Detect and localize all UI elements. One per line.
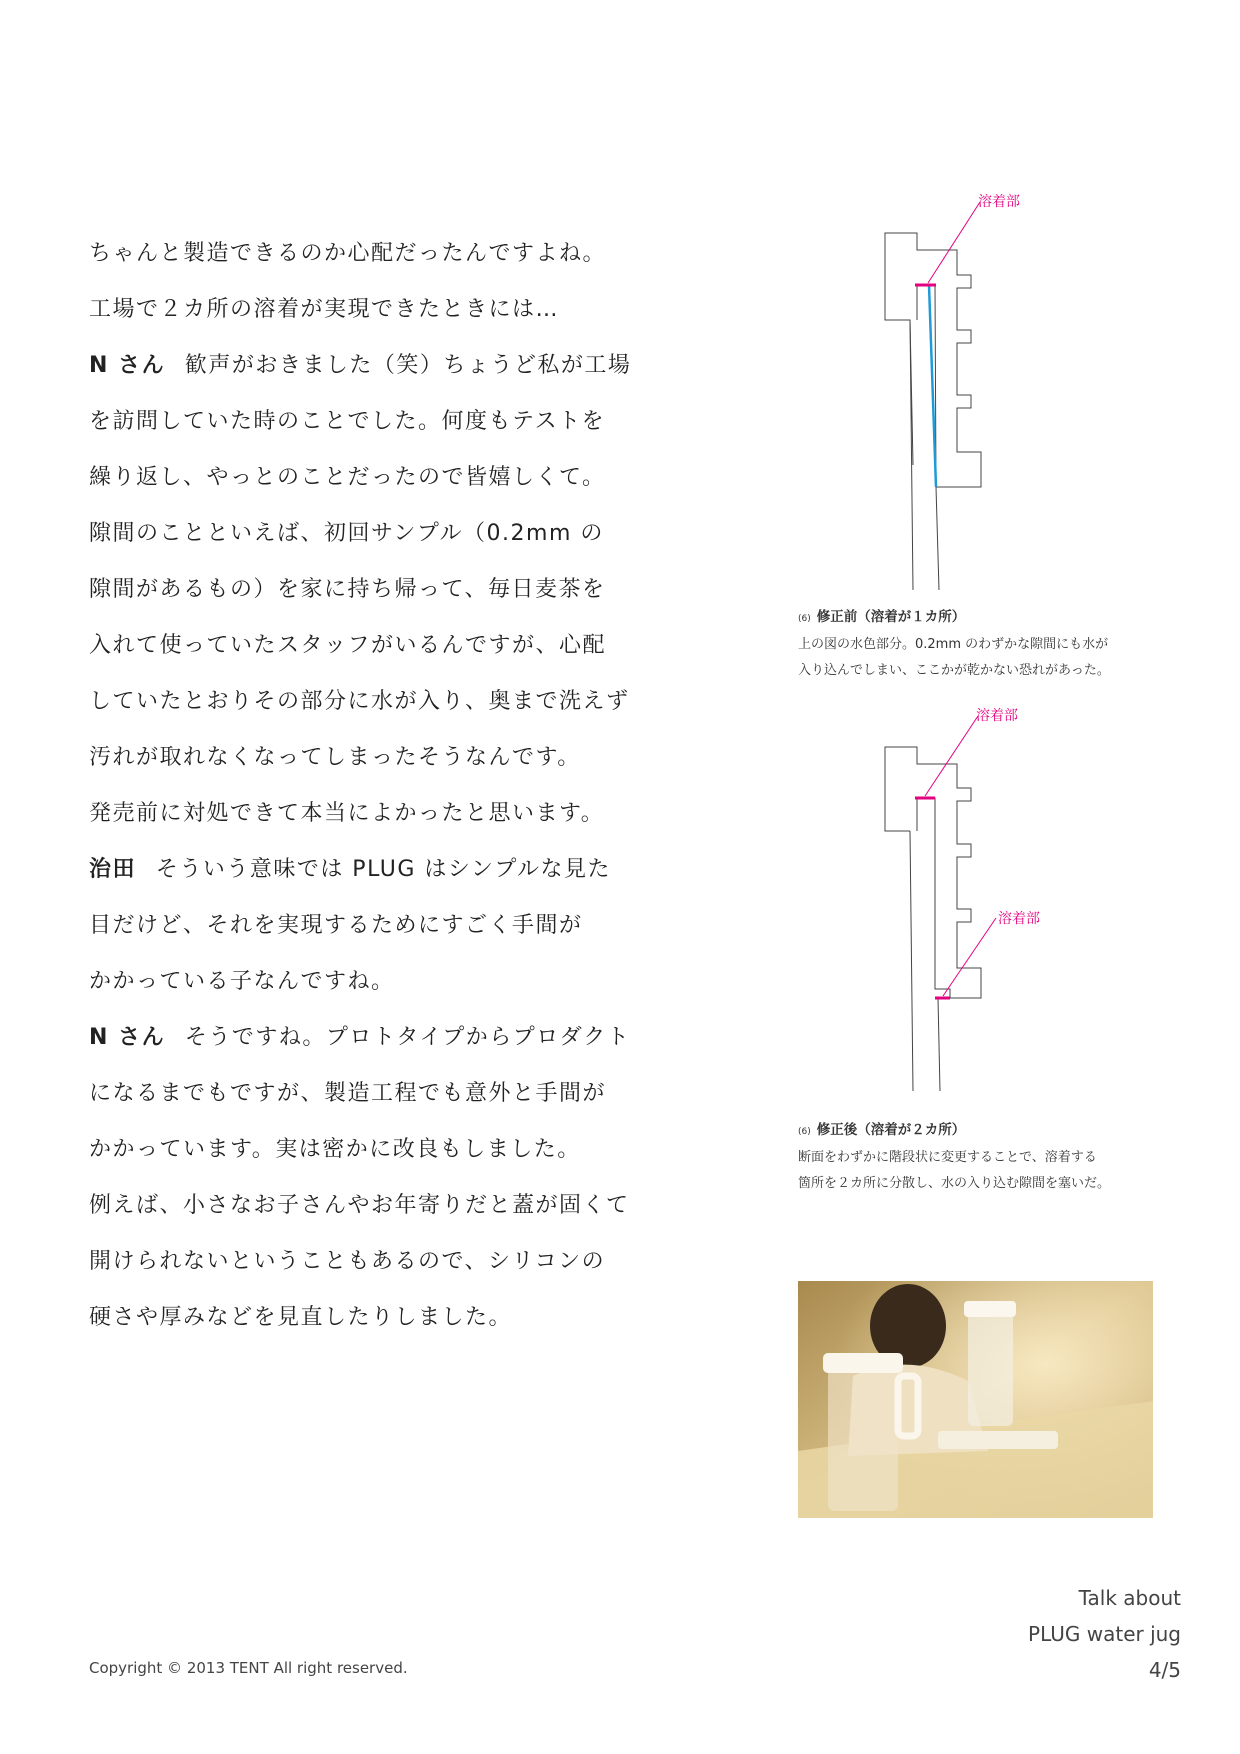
body-line xyxy=(89,338,632,394)
body-line xyxy=(89,730,629,786)
speaker-name: N さん xyxy=(89,353,166,378)
body-text: 発売前に対処できて本当によかったと思います。 xyxy=(89,801,605,826)
body-line xyxy=(89,842,629,898)
body-line xyxy=(89,1234,629,1290)
page-title-line2: PLUG water jug xyxy=(1028,1622,1181,1646)
body-text: 汚れが取れなくなってしまったそうなんです。 xyxy=(89,745,581,770)
caption-before xyxy=(798,604,1110,684)
caption-title: 修正前（溶着が１カ所） xyxy=(816,609,966,625)
body-text: になるまでもですが、製造工程でも意外と手間が xyxy=(89,1081,607,1106)
body-text: かかっている子なんですね。 xyxy=(89,969,395,994)
body-line xyxy=(89,1290,629,1346)
body-line xyxy=(89,1066,629,1122)
body-text: 硬さや厚みなどを見直したりしました。 xyxy=(89,1305,513,1330)
weld-label: 溶着部 xyxy=(978,194,1020,210)
caption-number: (6) xyxy=(798,1127,811,1137)
body-line xyxy=(89,954,629,1010)
body-text: を訪問していた時のことでした。何度もテストを xyxy=(89,409,606,434)
body-text: 目だけど、それを実現するためにすごく手間が xyxy=(89,913,583,938)
body-line xyxy=(89,1122,629,1178)
product-photo xyxy=(798,1281,1153,1518)
body-text: かかっています。実は密かに改良もしました。 xyxy=(89,1137,581,1162)
body-line xyxy=(89,1010,629,1066)
body-text: そういう意味では PLUG はシンプルな見た xyxy=(155,857,611,882)
body-text: ちゃんと製造できるのか心配だったんですよね。 xyxy=(89,241,607,266)
caption-line: 箇所を２カ所に分散し、水の入り込む隙間を塞いだ。 xyxy=(798,1176,1111,1191)
body-text: 隙間があるもの）を家に持ち帰って、毎日麦茶を xyxy=(89,577,606,602)
speaker-name: N さん xyxy=(89,1025,166,1050)
weld-label-top: 溶着部 xyxy=(976,708,1018,724)
body-line xyxy=(89,618,629,674)
body-line xyxy=(89,674,629,730)
body-line xyxy=(89,282,629,338)
body-line xyxy=(89,226,629,282)
body-text: 繰り返し、やっとのことだったので皆嬉しくて。 xyxy=(89,465,606,490)
copyright: Copyright © 2013 TENT All right reserved. xyxy=(89,1659,408,1677)
body-line xyxy=(89,1178,629,1234)
caption-title: 修正後（溶着が２カ所） xyxy=(816,1122,966,1138)
body-text: していたとおりその部分に水が入り、奥まで洗えず xyxy=(89,689,630,714)
body-text: 歓声がおきました（笑）ちょうど私が工場 xyxy=(184,353,632,378)
body-line xyxy=(89,786,629,842)
page-title-block xyxy=(1028,1580,1181,1688)
body-text: 工場で２カ所の溶着が実現できたときには… xyxy=(89,297,560,322)
cross-section-before xyxy=(880,190,1020,590)
page-number: 4/5 xyxy=(1148,1658,1181,1682)
body-text: 開けられないということもあるので、シリコンの xyxy=(89,1249,606,1274)
body-text: 隙間のことといえば、初回サンプル（0.2mm の xyxy=(89,521,604,546)
diagram-after xyxy=(880,706,1040,1091)
caption-after xyxy=(798,1117,1110,1197)
body-line xyxy=(89,898,629,954)
caption-line: 断面をわずかに階段状に変更することで、溶着する xyxy=(798,1150,1097,1165)
speaker-name: 治田 xyxy=(89,857,137,882)
page-title-line1: Talk about xyxy=(1078,1586,1181,1610)
cross-section-after xyxy=(880,706,1020,1091)
body-text: そうですね。プロトタイプからプロダクト xyxy=(184,1025,631,1050)
article-body xyxy=(89,226,632,1346)
caption-line: 入り込んでしまい、ここかが乾かない恐れがあった。 xyxy=(798,663,1110,678)
weld-label-bottom: 溶着部 xyxy=(998,911,1040,927)
body-line xyxy=(89,506,629,562)
body-line xyxy=(89,450,629,506)
body-text: 例えば、小さなお子さんやお年寄りだと蓋が固くて xyxy=(89,1193,630,1218)
body-text: 入れて使っていたスタッフがいるんですが、心配 xyxy=(89,633,607,658)
diagram-before xyxy=(880,190,1020,590)
body-line xyxy=(89,562,629,618)
caption-number: (6) xyxy=(798,614,811,624)
body-line xyxy=(89,394,629,450)
caption-line: 上の図の水色部分。0.2mm のわずかな隙間にも水が xyxy=(798,637,1109,652)
